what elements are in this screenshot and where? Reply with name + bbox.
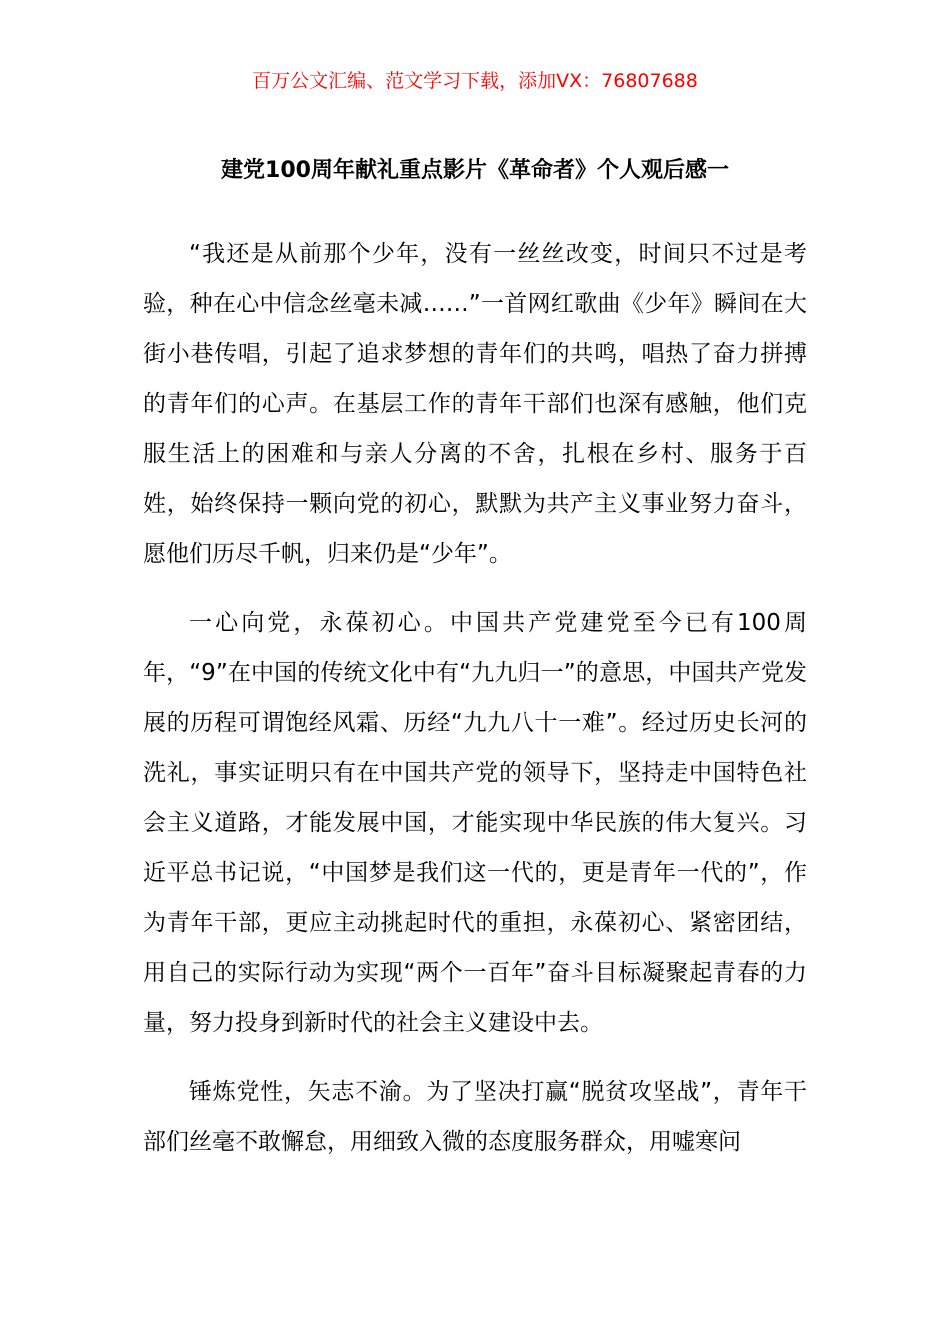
watermark-header: 百万公文汇编、范文学习下载，添加VX：76807688 (252, 70, 698, 92)
document-body (143, 229, 807, 1186)
paragraph-3: 锤炼党性，矢志不渝。为了坚决打赢“脱贫攻坚战”，青年干部们丝毫不敢懈怠，用细致入微的态度服务群众，用嘘寒问 (143, 1079, 807, 1155)
paragraph-2: 一心向党，永葆初心。中国共产党建党至今已有100周年，“9”在中国的传统文化中有“九九归一”的意思，中国共产党发展的历程可谓饱经风霜、历经“九九八十一难”。经过历史长河的洗礼，事实证明只有在中国共产党的领导下，坚持走中国特色社会主义道路，才能发展中国，才能实现中华民族的伟大复兴。习近平总书记说，“中国梦是我们这一代的，更是青年一代的”，作为青年干部，更应主动挑起时代的重担，永葆初心、紧密团结，用自己的实际行动为实现“两个一百年”奋斗目标凝聚起青春的力量，努力投身到新时代的社会主义建设中去。 (143, 610, 807, 1036)
document-title: 建党100周年献礼重点影片《革命者》个人观后感一 (221, 158, 729, 183)
paragraph-1: “我还是从前那个少年，没有一丝丝改变，时间只不过是考验，种在心中信念丝毫未减……”一首网红歌曲《少年》瞬间在大街小巷传唱，引起了追求梦想的青年们的共鸣，唱热了奋力拼搏的青年们的心声。在基层工作的青年干部们也深有感触，他们克服生活上的困难和与亲人分离的不舍，扎根在乡村、服务于百姓，始终保持一颗向党的初心，默默为共产主义事业努力奋斗，愿他们历尽千帆，归来仍是“少年”。 (143, 241, 807, 567)
